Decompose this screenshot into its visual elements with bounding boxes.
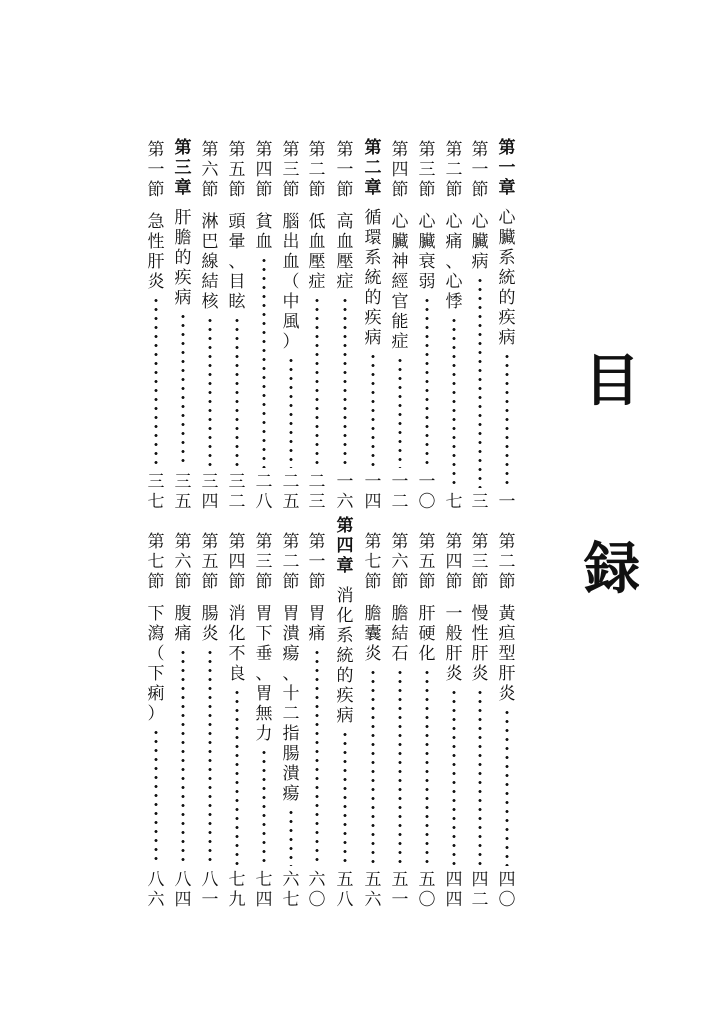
toc-section-entry [443,140,465,512]
section-number: 第 四 節 [391,140,409,200]
section-number: 第 二 節 [308,140,326,200]
toc-section-entry [226,140,248,512]
page-number: 三 四 [201,472,219,512]
page-number: 六 〇 [308,870,326,910]
toc-section-entry [280,532,302,910]
page-number: 三 七 [147,472,165,512]
entry-title: 胃 痛 [308,604,326,644]
section-number: 第 一 節 [471,140,489,200]
dot-leader [505,708,509,866]
dot-leader [398,356,402,468]
dot-leader [343,730,347,866]
dot-leader [235,688,239,866]
section-number: 第 三 節 [282,140,300,200]
toc-section-entry [199,532,221,910]
entry-title: 肝 膽 的 疾 病 [174,208,192,308]
toc-section-entry [469,532,491,910]
dot-leader [181,648,185,866]
toc-section-entry [416,140,438,512]
toc-section-entry [334,140,356,512]
page-number: 七 [445,492,463,512]
dot-leader [235,316,239,468]
toc-section-entry [226,532,248,910]
section-number: 第 七 節 [147,532,165,592]
section-number: 第 五 節 [201,532,219,592]
section-number: 第 一 節 [336,140,354,200]
title-char-lu: 録 [584,537,640,602]
section-number: 第 二 節 [282,532,300,592]
page-number: 七 九 [228,870,246,910]
page-number: 五 一 [391,870,409,910]
section-number: 第 一 節 [147,140,165,200]
title-char-mu: 目 [584,349,640,414]
section-number: 第 五 節 [228,140,246,200]
page-number: 二 五 [282,472,300,512]
entry-title: 急 性 肝 炎 [147,212,165,292]
toc-section-entry [362,532,384,910]
dot-leader [289,356,293,468]
section-number: 第 一 節 [308,532,326,592]
toc-section-entry [172,532,194,910]
page-number: 一 二 [391,472,409,512]
page-number: 七 四 [255,870,273,910]
dot-leader [208,316,212,468]
toc-section-entry [253,140,275,512]
dot-leader [262,748,266,866]
entry-title: 淋 巴 線 結 核 [201,212,219,312]
page-number: 三 [471,492,489,512]
entry-title: 胃 潰 瘍 、 十 二 指 腸 潰 瘍 [282,604,300,804]
dot-leader [154,296,158,468]
dot-leader [398,668,402,866]
page-number: 一 [498,492,516,512]
toc-section-entry [253,532,275,910]
entry-title: 高 血 壓 症 [336,212,354,292]
toc-section-entry [145,140,167,512]
toc-chapter-entry [496,138,518,512]
section-number: 第 六 節 [174,532,192,592]
toc-section-entry [199,140,221,512]
toc-section-entry [443,532,465,910]
entry-title: 下 瀉 （ 下 痢 ） [147,604,165,724]
dot-leader [452,316,456,488]
dot-leader [262,256,266,468]
dot-leader [425,668,429,866]
chapter-number: 第 四 章 [336,516,354,576]
section-number: 第 三 節 [255,532,273,592]
page-number: 五 六 [364,870,382,910]
dot-leader [478,276,482,488]
entry-title: 心 臟 衰 弱 [418,212,436,292]
dot-leader [208,648,212,866]
toc-chapter-entry [362,138,384,512]
dot-leader [315,296,319,468]
section-number: 第 五 節 [418,532,436,592]
dot-leader [452,688,456,866]
entry-title: 心 臟 系 統 的 疾 病 [498,208,516,348]
dot-leader [478,688,482,866]
section-number: 第 二 節 [498,532,516,592]
section-number: 第 七 節 [364,532,382,592]
entry-title: 腹 痛 [174,604,192,644]
toc-section-entry [280,140,302,512]
toc-chapter-entry [334,516,356,910]
entry-title: 循 環 系 統 的 疾 病 [364,208,382,348]
entry-title: 黃 疸 型 肝 炎 [498,604,516,704]
dot-leader [425,296,429,468]
entry-title: 胃 下 垂 、 胃 無 力 [255,604,273,744]
entry-title: 慢 性 肝 炎 [471,604,489,684]
chapter-number: 第 二 章 [364,138,382,198]
entry-title: 腦 出 血 （ 中 風 ） [282,212,300,352]
section-number: 第 四 節 [445,532,463,592]
dot-leader [181,312,185,468]
dot-leader [315,648,319,866]
page-number: 四 二 [471,870,489,910]
page-number: 一 〇 [418,472,436,512]
section-number: 第 三 節 [471,532,489,592]
entry-title: 貧 血 [255,212,273,252]
toc-section-entry [306,532,328,910]
section-number: 第 三 節 [418,140,436,200]
page-number: 八 一 [201,870,219,910]
dot-leader [505,352,509,488]
section-number: 第 二 節 [445,140,463,200]
entry-title: 膽 結 石 [391,604,409,664]
page-number: 四 四 [445,870,463,910]
entry-title: 膽 囊 炎 [364,604,382,664]
page-number: 三 二 [228,472,246,512]
toc-section-entry [416,532,438,910]
entry-title: 心 痛 、 心 悸 [445,212,463,312]
toc-chapter-entry [172,138,194,512]
chapter-number: 第 三 章 [174,138,192,198]
page-number: 一 六 [336,472,354,512]
page-number: 二 八 [255,472,273,512]
page-number: 三 五 [174,472,192,512]
page-number: 四 〇 [498,870,516,910]
section-number: 第 六 節 [391,532,409,592]
dot-leader [154,728,158,866]
entry-title: 心 臟 病 [471,212,489,272]
page-number: 六 七 [282,870,300,910]
entry-title: 腸 炎 [201,604,219,644]
chapter-number: 第 一 章 [498,138,516,198]
section-number: 第 四 節 [255,140,273,200]
page-number: 二 三 [308,472,326,512]
toc-section-entry [469,140,491,512]
page-number: 八 四 [174,870,192,910]
dot-leader [289,808,293,866]
entry-title: 心 臟 神 經 官 能 症 [391,212,409,352]
page-number: 八 六 [147,870,165,910]
entry-title: 肝 硬 化 [418,604,436,664]
section-number: 第 四 節 [228,532,246,592]
entry-title: 消 化 系 統 的 疾 病 [336,586,354,726]
page-number: 一 四 [364,472,382,512]
toc-section-entry [389,140,411,512]
entry-title: 一 般 肝 炎 [445,604,463,684]
toc-section-entry [306,140,328,512]
section-number: 第 六 節 [201,140,219,200]
dot-leader [371,668,375,866]
toc-section-entry [496,532,518,910]
toc-section-entry [145,532,167,910]
page-number: 五 〇 [418,870,436,910]
dot-leader [343,296,347,468]
toc-section-entry [389,532,411,910]
page-number: 五 八 [336,870,354,910]
dot-leader [371,352,375,468]
entry-title: 低 血 壓 症 [308,212,326,292]
entry-title: 消 化 不 良 [228,604,246,684]
entry-title: 頭 暈 、 目 眩 [228,212,246,312]
